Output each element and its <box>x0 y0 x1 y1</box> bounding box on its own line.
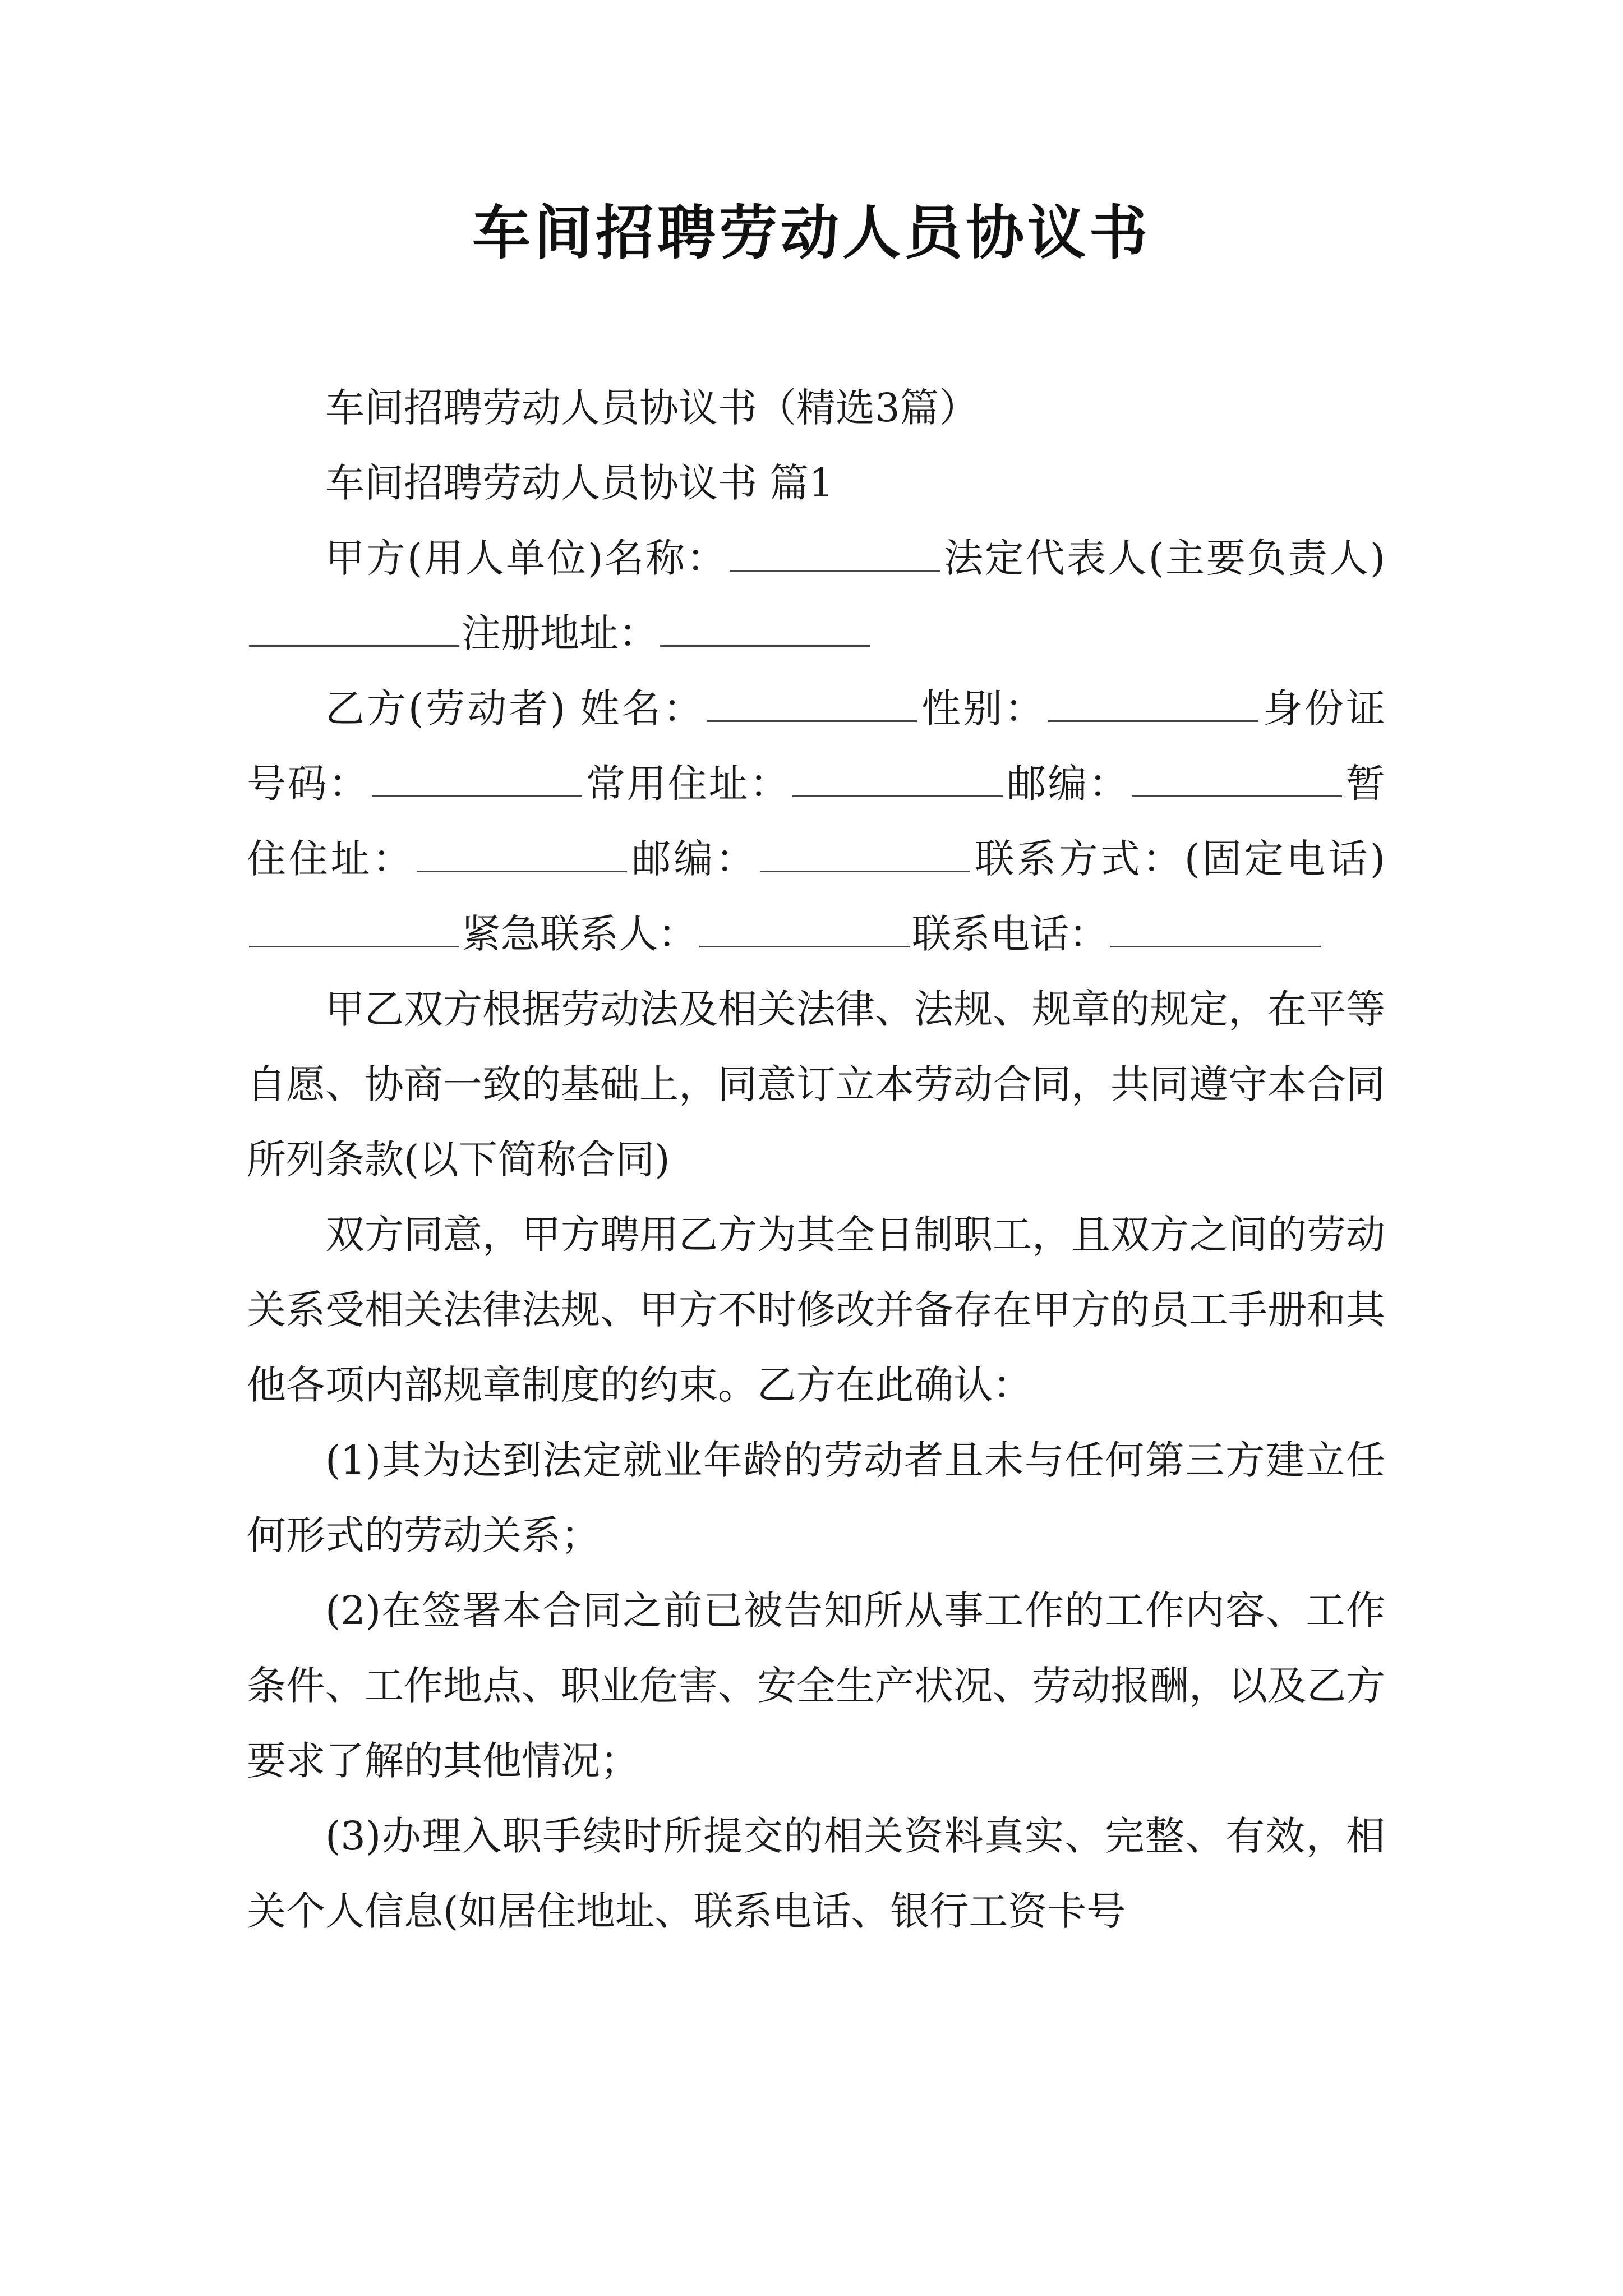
party-b-phone-label: 联系电话： <box>912 911 1108 957</box>
paragraph: 甲乙双方根据劳动法及相关法律、法规、规章的规定，在平等自愿、协商一致的基础上，同意订立本劳动合同，共同遵守本合同所列条款(以下简称合同) <box>247 986 1385 1182</box>
party-b-id-label: 身份证号码： <box>247 685 1386 807</box>
party-b-postcode2-blank <box>760 836 970 872</box>
party-a-address-blank <box>660 610 870 647</box>
paragraph: (1)其为达到法定就业年龄的劳动者且未与任何第三方建立任何形式的劳动关系； <box>247 1437 1385 1558</box>
party-a-name-blank <box>730 535 940 572</box>
party-b-name-blank <box>707 685 917 722</box>
party-b-emergency-blank <box>699 911 910 947</box>
party-b-gender-label: 性别： <box>919 685 1046 731</box>
party-b-info <box>247 671 1385 972</box>
party-b-temp-address-blank <box>417 836 627 872</box>
party-b-address-label: 常用住址： <box>584 761 791 807</box>
document-title: 车间招聘劳动人员协议书 <box>472 199 1151 267</box>
paragraph: (3)办理入职手续时所提交的相关资料真实、完整、有效，相关个人信息(如居住地址、联系电话、银行工资卡号 <box>247 1813 1385 1934</box>
party-b-temp-address-label: 暂住住址： <box>247 761 1386 882</box>
section-heading: 车间招聘劳动人员协议书 篇1 <box>325 460 834 506</box>
party-a-info <box>247 521 1385 671</box>
party-a-rep-blank <box>249 610 459 647</box>
paragraph: (2)在签署本合同之前已被告知所从事工作的工作内容、工作条件、工作地点、职业危害、安全生产状况、劳动报酬，以及乙方要求了解的其他情况； <box>247 1588 1385 1784</box>
party-b-contact-label: 联系方式：(固定电话) <box>972 836 1386 882</box>
party-b-contact-blank <box>249 911 459 947</box>
party-b-postcode-label: 邮编： <box>1005 761 1130 807</box>
party-b-emergency-label: 紧急联系人： <box>462 911 697 957</box>
party-b-intro: 乙方(劳动者) 姓名： <box>325 685 705 731</box>
party-a-name-label: 甲方(用人单位)名称： <box>325 535 728 581</box>
party-a-address-label: 注册地址： <box>462 610 658 656</box>
document-body <box>247 370 1385 1949</box>
document-subtitle: 车间招聘劳动人员协议书（精选3篇） <box>325 385 979 431</box>
party-b-postcode2-label: 邮编： <box>629 836 758 882</box>
party-b-gender-blank <box>1048 685 1258 722</box>
party-b-postcode-blank <box>1132 761 1342 797</box>
party-b-phone-blank <box>1110 911 1321 947</box>
party-b-address-blank <box>792 761 1003 797</box>
paragraph: 双方同意，甲方聘用乙方为其全日制职工，且双方之间的劳动关系受相关法律法规、甲方不时修改并备存在甲方的员工手册和其他各项内部规章制度的约束。乙方在此确认： <box>247 1212 1385 1408</box>
party-b-id-blank <box>372 761 582 797</box>
party-a-rep-label: 法定代表人(主要负责人) <box>942 535 1385 581</box>
